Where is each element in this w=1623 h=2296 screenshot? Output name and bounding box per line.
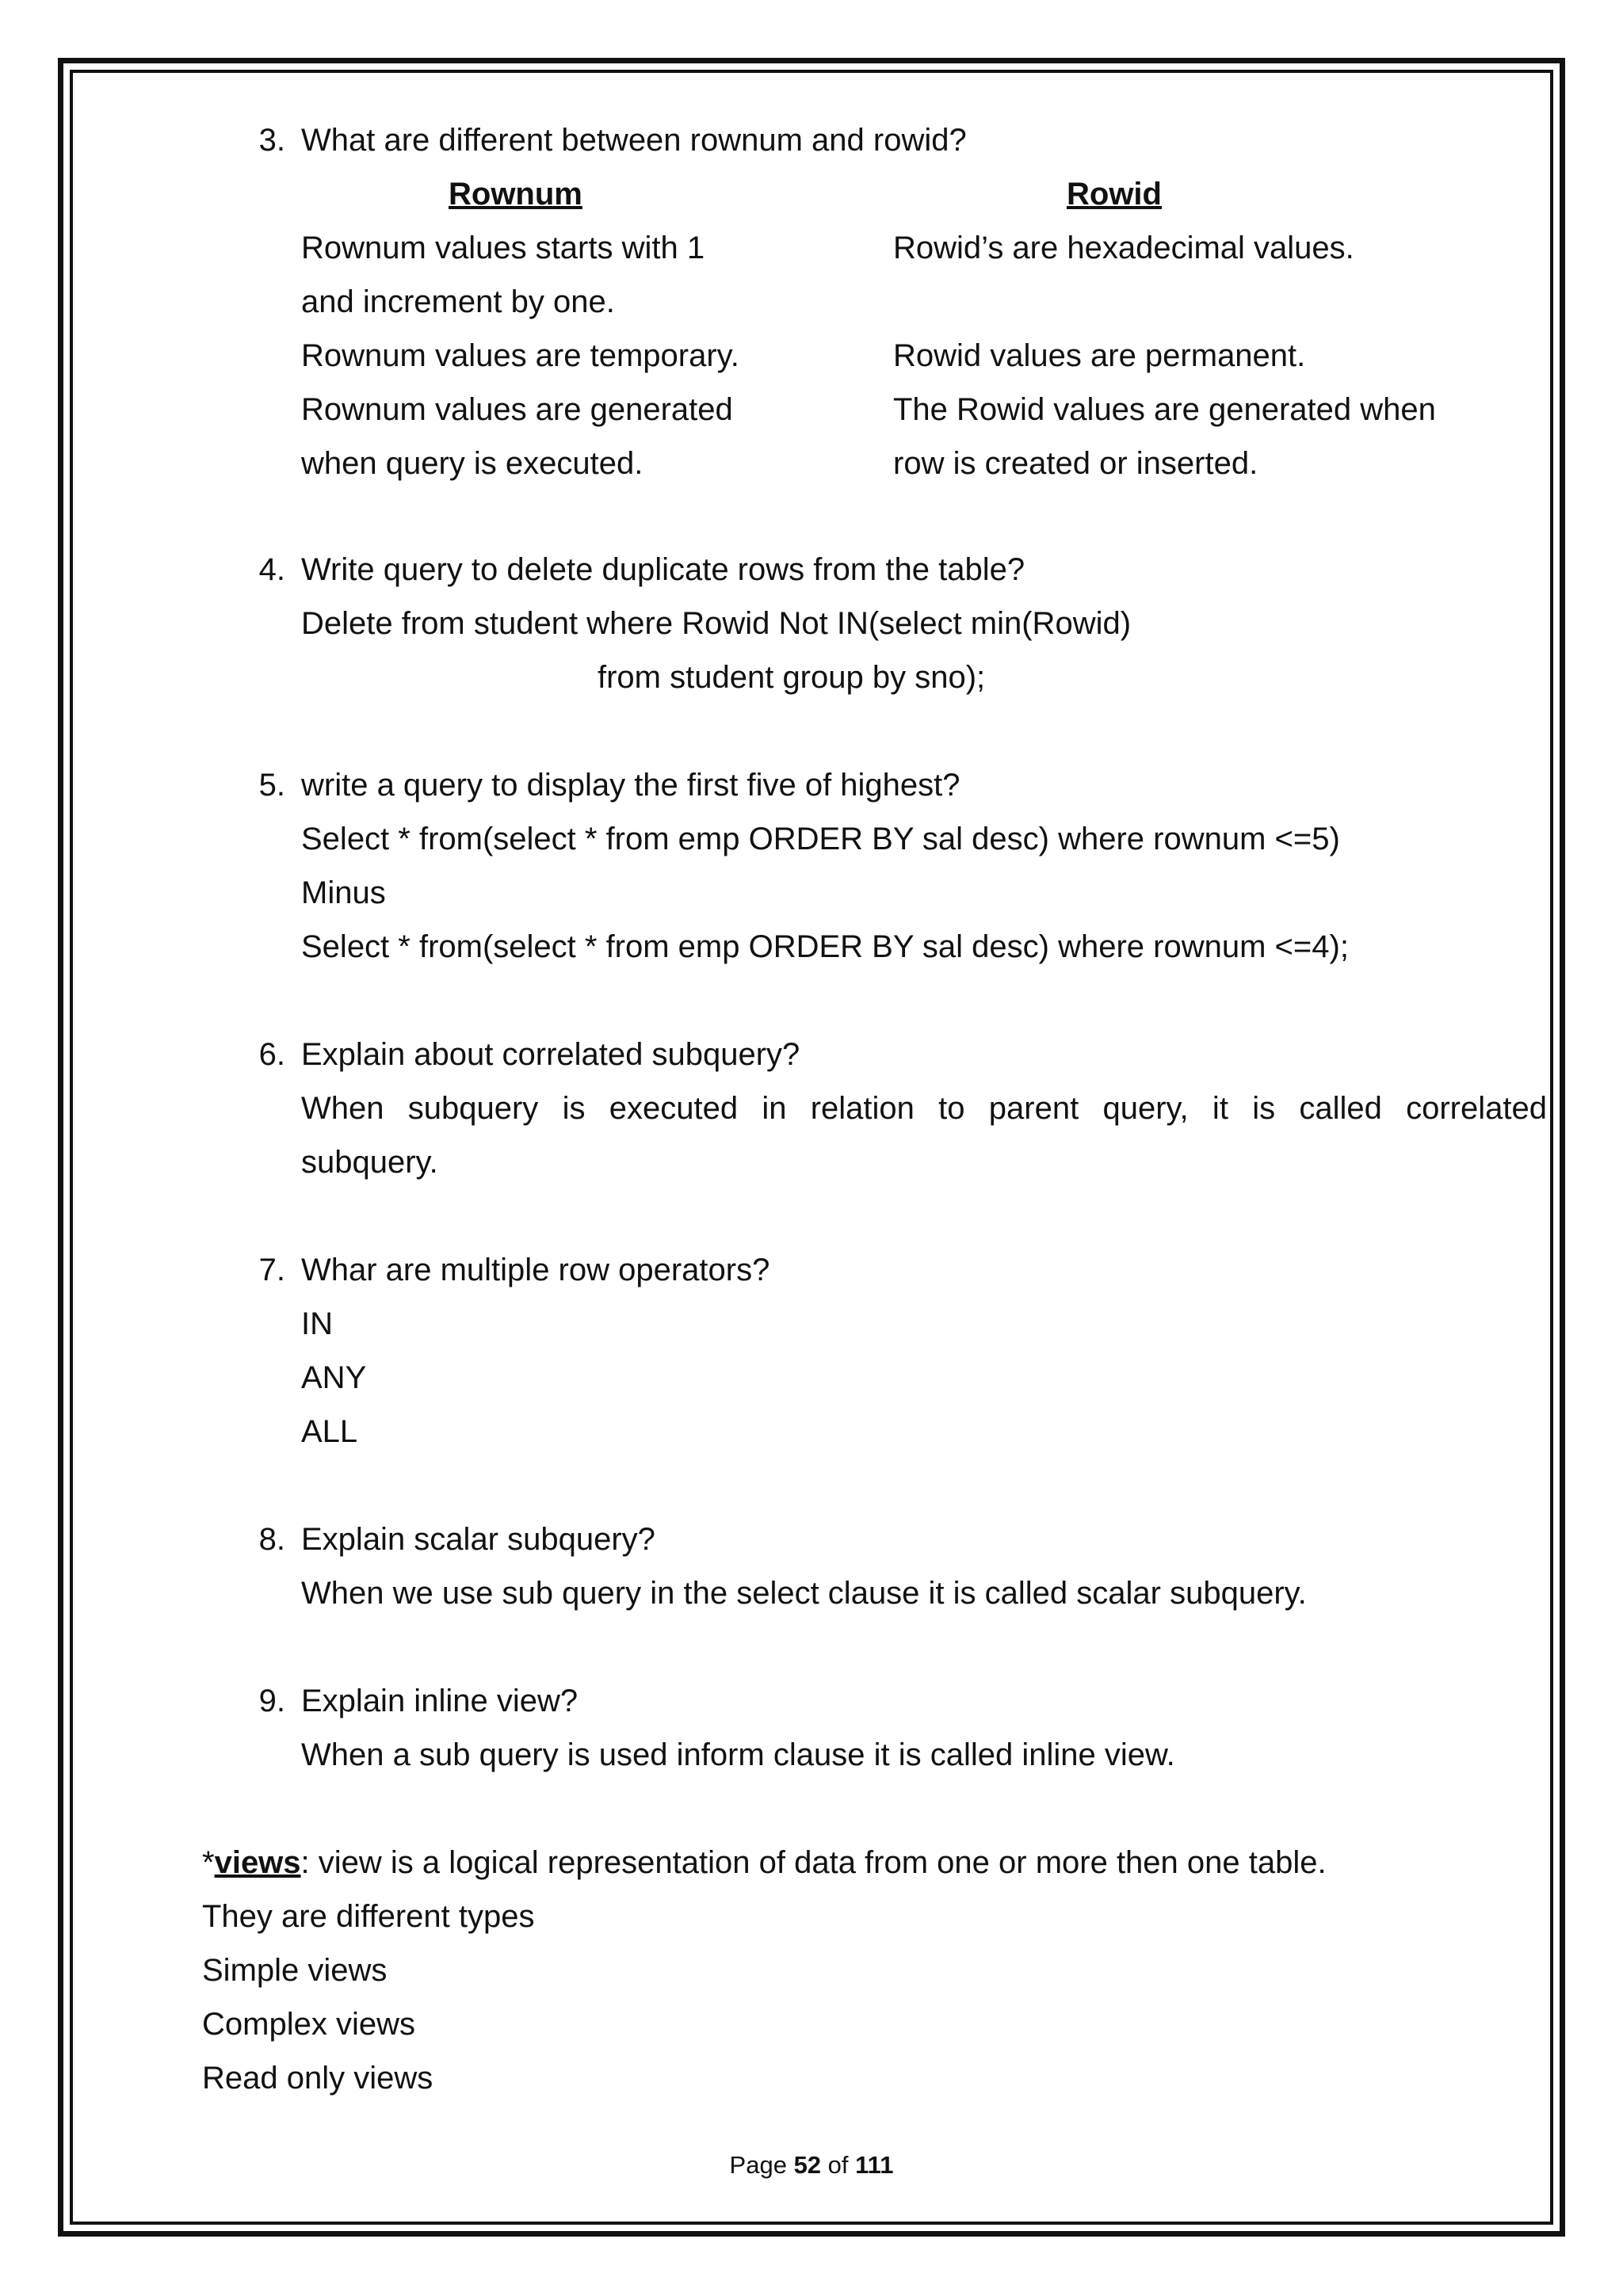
q5-question: write a query to display the first five of highest? [301,768,960,803]
q4-number: 4. [258,552,285,587]
q9-number: 9. [258,1684,285,1718]
q5-number: 5. [258,768,285,803]
q3-row-right: The Rowid values are generated when [893,392,1436,427]
footer-total-pages: 111 [855,2151,894,2179]
views-term: views [214,1845,301,1880]
q3-heading-rowid: Rowid [1067,177,1162,212]
q3-row-left: and increment by one. [301,284,615,319]
q3-question: What are different between rownum and rowid? [301,123,967,158]
views-definition-line [202,1844,1327,1882]
q4-answer-line2: from student group by sno); [598,660,986,695]
footer-page-word: Page [729,2151,787,2179]
q7-operator: ALL [301,1414,358,1449]
q3-number: 3. [258,123,285,158]
q8-question: Explain scalar subquery? [301,1522,655,1557]
q6-answer-line2: subquery. [301,1145,438,1180]
q5-query-line: Select * from(select * from emp ORDER BY sal desc) where rownum <=4); [301,929,1349,964]
views-line: Simple views [202,1953,388,1988]
q3-row-right: Rowid values are permanent. [893,338,1306,373]
q6-number: 6. [258,1037,285,1072]
views-line: They are different types [202,1899,535,1934]
q8-answer: When we use sub query in the select clause it is called scalar subquery. [301,1576,1307,1611]
q7-operator: ANY [301,1360,367,1395]
q3-row-left: Rownum values are temporary. [301,338,739,373]
q9-answer: When a sub query is used inform clause it is called inline view. [301,1737,1175,1772]
views-definition: : view is a logical representation of data from one or more then one table. [300,1845,1327,1880]
q7-operator: IN [301,1306,333,1341]
q3-row-right: Rowid’s are hexadecimal values. [893,231,1354,265]
q3-row-left: Rownum values are generated [301,392,733,427]
q4-question: Write query to delete duplicate rows from the table? [301,552,1025,587]
footer-current-page: 52 [793,2151,822,2179]
views-star: * [202,1845,215,1880]
q3-row-right: row is created or inserted. [893,446,1258,481]
views-line: Read only views [202,2061,433,2096]
q3-heading-rownum: Rownum [449,177,582,212]
page-footer [0,2149,1623,2181]
q9-question: Explain inline view? [301,1684,579,1718]
q7-question: Whar are multiple row operators? [301,1253,770,1287]
q5-query-line: Minus [301,875,386,910]
q6-answer-line1: When subquery is executed in relation to parent query, it is called correlated [301,1091,1547,1126]
views-line: Complex views [202,2007,415,2042]
q6-question: Explain about correlated subquery? [301,1037,800,1072]
q8-number: 8. [258,1522,285,1557]
q3-row-left: when query is executed. [301,446,643,481]
q7-number: 7. [258,1253,285,1287]
q5-query-line: Select * from(select * from emp ORDER BY sal desc) where rownum <=5) [301,822,1340,856]
q4-answer-line1: Delete from student where Rowid Not IN(select min(Rowid) [301,606,1132,641]
footer-of-word: of [827,2151,849,2179]
q3-row-left: Rownum values starts with 1 [301,231,705,265]
